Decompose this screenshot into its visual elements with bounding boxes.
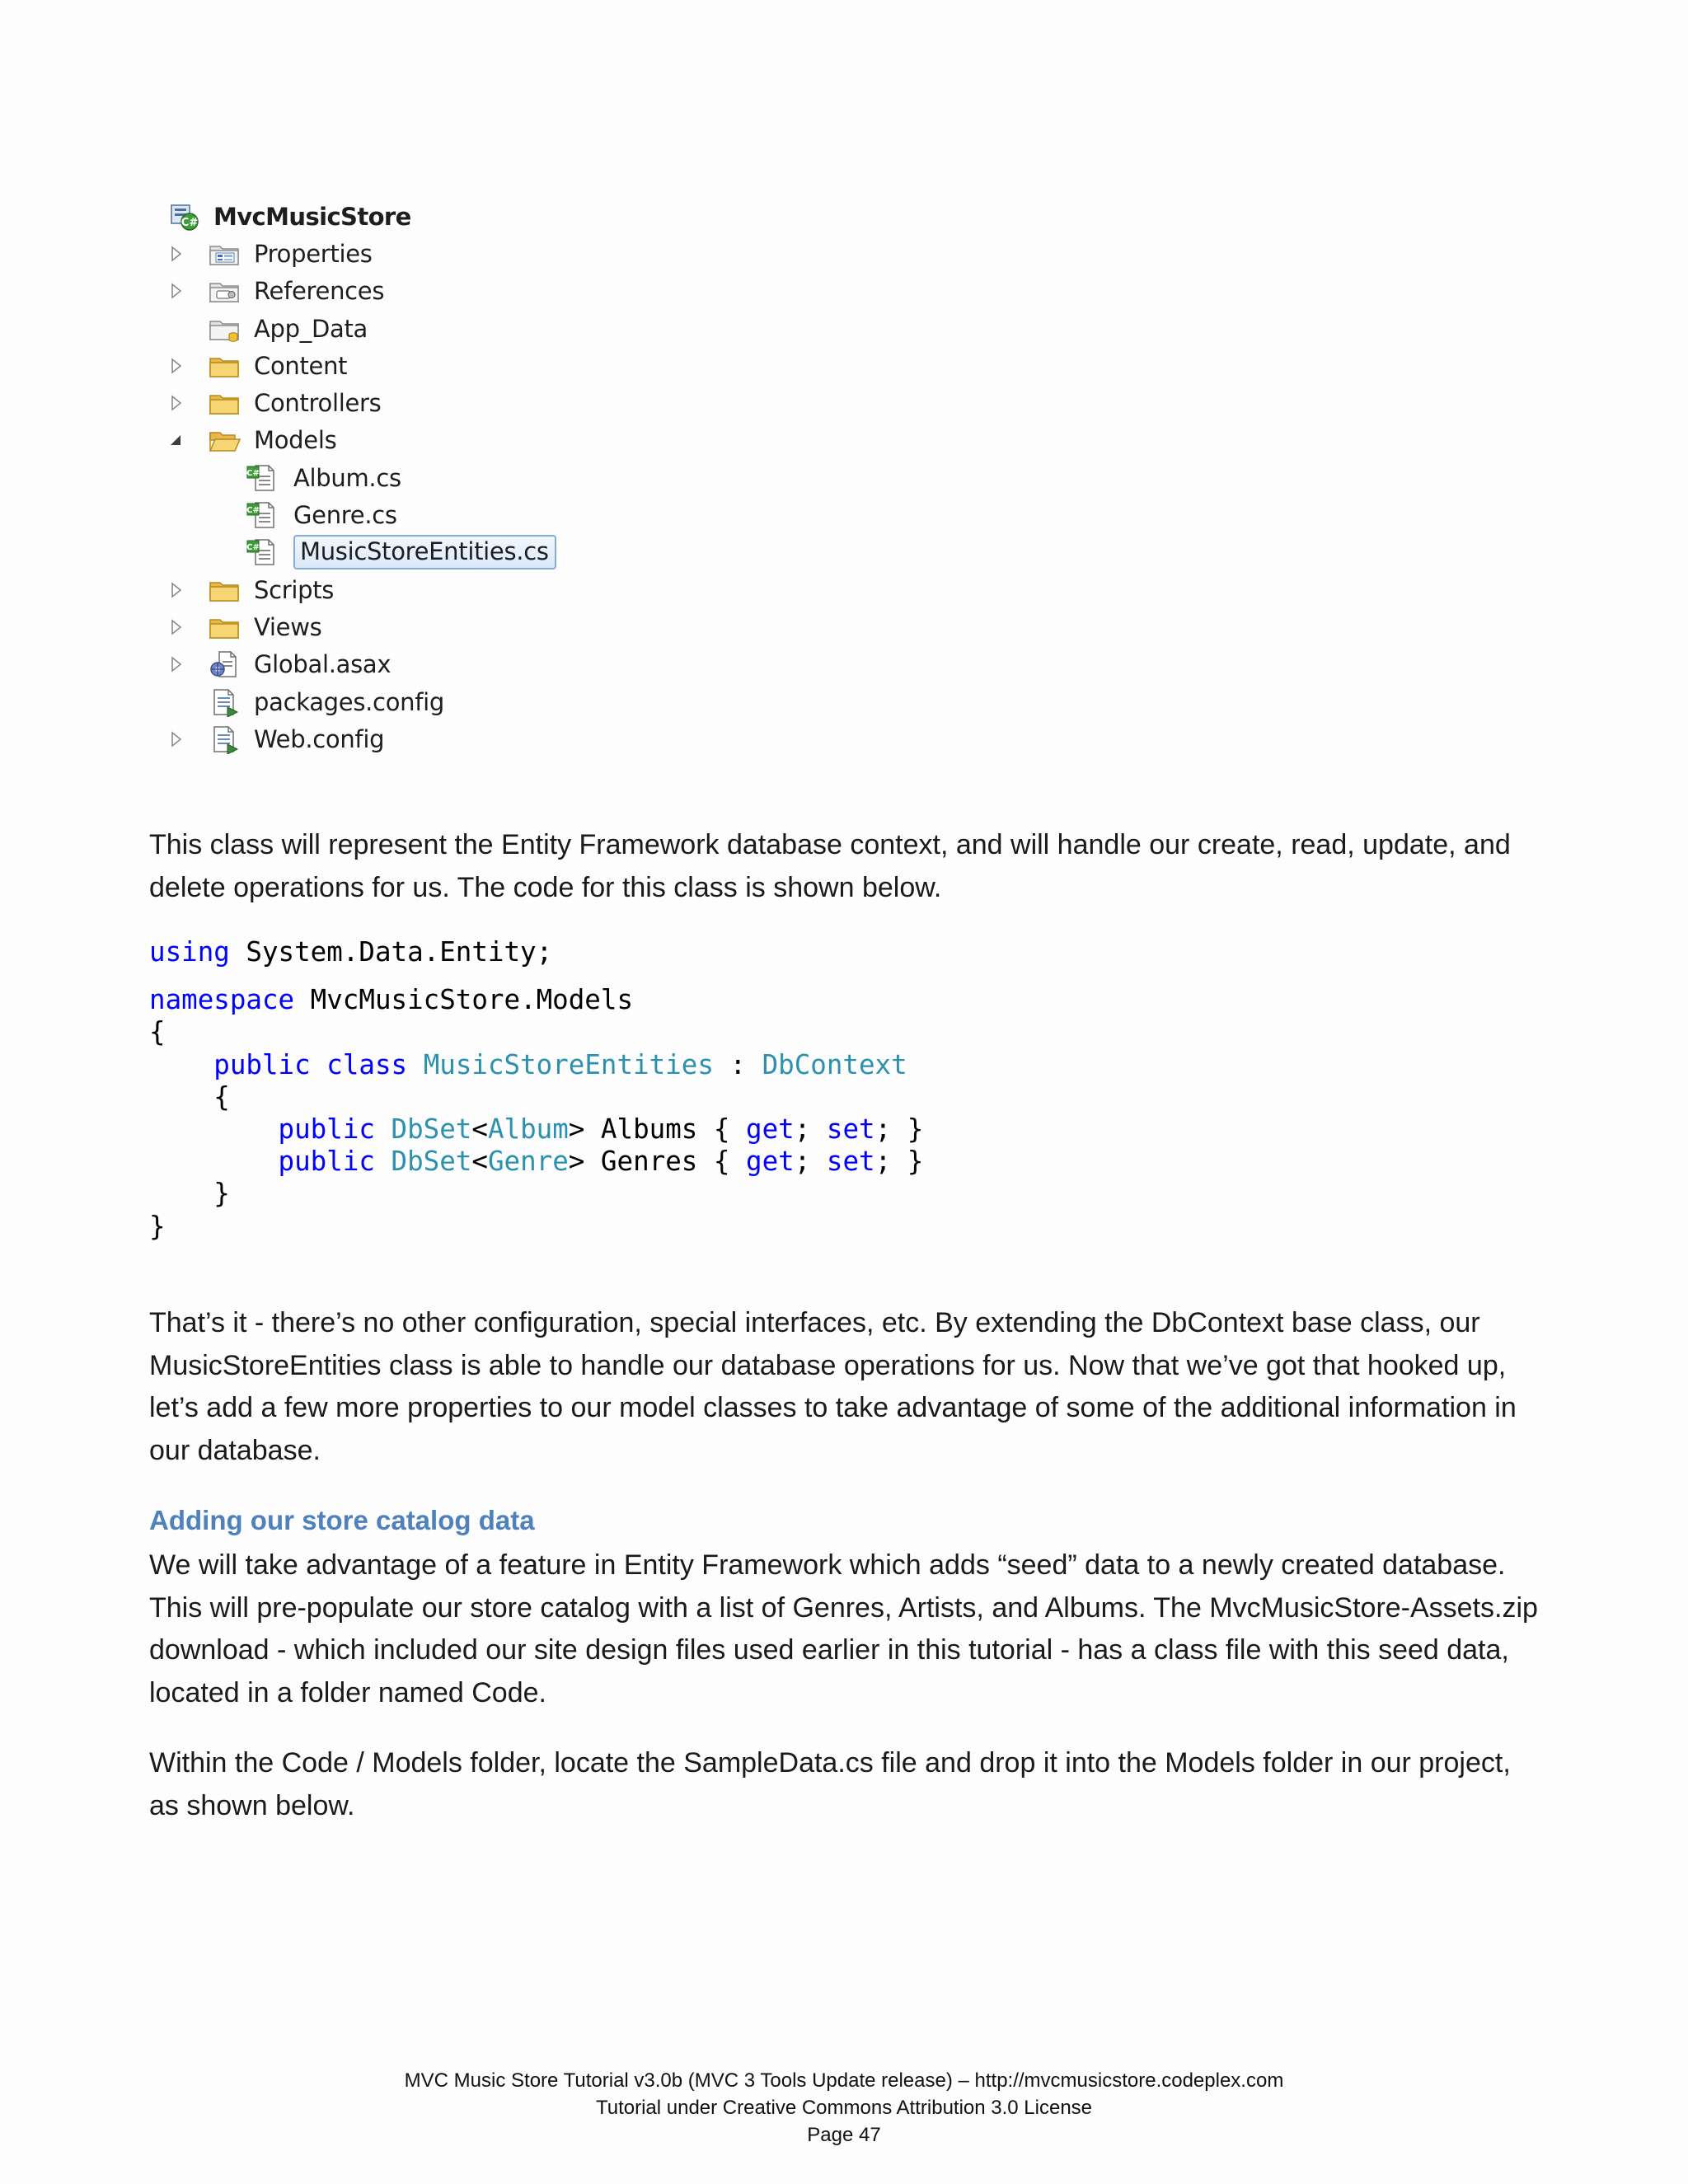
tree-item-content[interactable] [168,347,556,384]
csharp-file-icon [246,537,279,567]
svg-text:C#: C# [246,543,260,553]
folder-icon [208,612,241,642]
tree-item-global-asax[interactable] [168,646,556,683]
collapsed-arrow-icon[interactable] [168,356,185,376]
code-text: ; [794,1146,827,1178]
collapsed-arrow-icon[interactable] [168,617,185,637]
code-line [149,1178,923,1210]
tree-item-views[interactable] [168,608,556,645]
folder-icon [208,351,241,381]
code-keyword: set [826,1113,875,1146]
code-line [149,1211,923,1243]
code-text: { [149,1016,166,1048]
code-text: System.Data.Entity; [229,936,553,968]
footer-license: Tutorial under Creative Commons Attribution 3.0 License [595,2097,1093,2119]
code-text: { [149,1080,230,1113]
code-type: Genre [487,1146,569,1178]
folder-open-icon [208,425,241,455]
closing-line-2: as shown below. [149,1789,355,1821]
tree-item-label: MvcMusicStore [213,202,411,231]
code-keyword: public [278,1146,375,1178]
csharp-project-icon [168,202,201,232]
tree-item-musicstoreentities-cs[interactable] [168,534,556,571]
closing-line-1: Within the Code / Models folder, locate the SampleData.cs file and drop it into the Models folder in our project, [149,1747,1511,1779]
tree-item-label: Content [254,351,348,380]
code-text: MvcMusicStore.Models [294,984,634,1016]
code-text: } [149,1210,166,1242]
tree-item-label: App_Data [254,314,368,343]
folder-icon [208,575,241,605]
expanded-arrow-icon[interactable] [168,430,185,450]
config-file-icon [208,724,241,754]
code-keyword: class [326,1048,408,1080]
tree-item-label: Properties [254,239,373,268]
followup-line-1: That’s it - there’s no other configuration, special interfaces, etc. By extending the DbContext base class, our [149,1307,1480,1338]
code-keyword: using [149,936,230,968]
code-text: > Albums { [568,1113,747,1146]
intro-paragraph [149,824,1542,909]
intro-line-1: This class will represent the Entity Framework database context, and will handle our create, read, update, and [149,829,1511,860]
tree-item-album-cs[interactable] [168,459,556,496]
code-keyword: public [213,1048,311,1080]
followup-line-2: MusicStoreEntities class is able to handle our database operations for us. Now that we’ve got that hooked up, [149,1349,1507,1381]
code-line [149,1016,923,1048]
tree-item-label: Genre.cs [293,501,397,530]
collapsed-arrow-icon[interactable] [168,580,185,600]
code-text: ; } [874,1113,924,1146]
code-type: DbSet [391,1113,472,1146]
code-text: ; [794,1113,827,1146]
code-line [149,1146,923,1178]
code-keyword: namespace [149,984,295,1016]
collapsed-arrow-icon[interactable] [168,654,185,674]
page-number: Page 47 [807,2124,881,2146]
tree-item-label: Album.cs [293,463,401,492]
tree-item-label: References [254,277,385,306]
properties-icon [208,239,241,269]
code-keyword: public [278,1113,375,1146]
code-text: > Genres { [568,1146,747,1178]
closing-paragraph [149,1742,1542,1827]
code-type: DbContext [762,1048,907,1080]
tree-item-label: Global.asax [254,650,392,679]
tree-item-mvcmusicstore[interactable] [168,198,556,235]
section-line-2: This will pre-populate our store catalog with a list of Genres, Artists, and Albums. The MvcMusicStore-Assets.zip [149,1591,1538,1624]
section-line-1: We will take advantage of a feature in Entity Framework which adds “seed” data to a newly created database. [149,1549,1506,1581]
app-data-folder-icon [208,314,241,344]
code-text: < [471,1113,488,1146]
tree-item-properties[interactable] [168,235,556,272]
intro-line-2: delete operations for us. The code for this class is shown below. [149,871,942,903]
section-heading: Adding our store catalog data [149,1505,535,1535]
config-file-icon [208,687,241,717]
collapsed-arrow-icon[interactable] [168,393,185,413]
svg-text:C#: C# [246,468,260,478]
code-type: MusicStoreEntities [423,1048,714,1080]
csharp-file-icon [246,463,279,493]
code-text: ; } [874,1146,924,1178]
tree-item-app-data[interactable] [168,310,556,347]
code-listing [149,936,923,1243]
code-line [149,1081,923,1113]
page-footer [0,2067,1688,2149]
code-text [407,1049,424,1080]
code-line [149,984,923,1016]
code-text [149,1113,279,1145]
code-line [149,968,923,984]
followup-line-4: our database. [149,1434,321,1466]
tree-item-label: Views [254,612,322,641]
tree-item-label: Scripts [254,575,335,604]
svg-text:C#: C# [181,216,199,229]
code-text: } [149,1178,230,1210]
csharp-file-icon [246,500,279,530]
code-line [149,1113,923,1146]
code-text: : [713,1048,762,1080]
code-line [149,1049,923,1081]
section-line-4: located in a folder named Code. [149,1676,546,1708]
followup-line-3: let’s add a few more properties to our model classes to take advantage of some of the additional information in [149,1392,1517,1423]
collapsed-arrow-icon[interactable] [168,729,185,749]
code-line [149,936,923,968]
tree-item-web-config[interactable] [168,720,556,757]
tree-item-genre-cs[interactable] [168,496,556,533]
code-text: < [471,1146,488,1178]
code-keyword: set [826,1146,875,1178]
tree-item-label: MusicStoreEntities.cs [293,535,556,569]
code-text [375,1113,392,1145]
tree-item-label: packages.config [254,687,444,716]
references-icon [208,276,241,306]
collapsed-arrow-icon[interactable] [168,244,185,264]
svg-text:C#: C# [246,506,260,516]
tree-item-label: Controllers [254,389,382,418]
solution-explorer-tree [168,198,556,757]
folder-icon [208,388,241,418]
code-text [149,1049,213,1080]
code-type: DbSet [391,1146,472,1178]
collapsed-arrow-icon[interactable] [168,281,185,301]
code-text [149,1146,279,1177]
code-text [375,1146,392,1177]
code-type: Album [487,1113,569,1146]
tree-item-references[interactable] [168,273,556,310]
followup-paragraph [149,1302,1542,1472]
tree-item-models[interactable] [168,422,556,459]
tree-item-packages-config[interactable] [168,683,556,720]
section-line-3: download - which included our site design files used earlier in this tutorial - has a class file with this seed data, [149,1634,1509,1666]
tree-item-label: Web.config [254,724,385,753]
section-paragraph [149,1544,1542,1714]
code-keyword: get [746,1113,795,1146]
code-keyword: get [746,1146,795,1178]
global-asax-icon [208,649,241,679]
tree-item-scripts[interactable] [168,571,556,608]
footer-title: MVC Music Store Tutorial v3.0b (MVC 3 Tools Update release) – http://mvcmusicstore.codeplex.com [404,2069,1284,2092]
tree-item-controllers[interactable] [168,384,556,421]
tree-item-label: Models [254,426,337,455]
code-text [311,1049,327,1080]
